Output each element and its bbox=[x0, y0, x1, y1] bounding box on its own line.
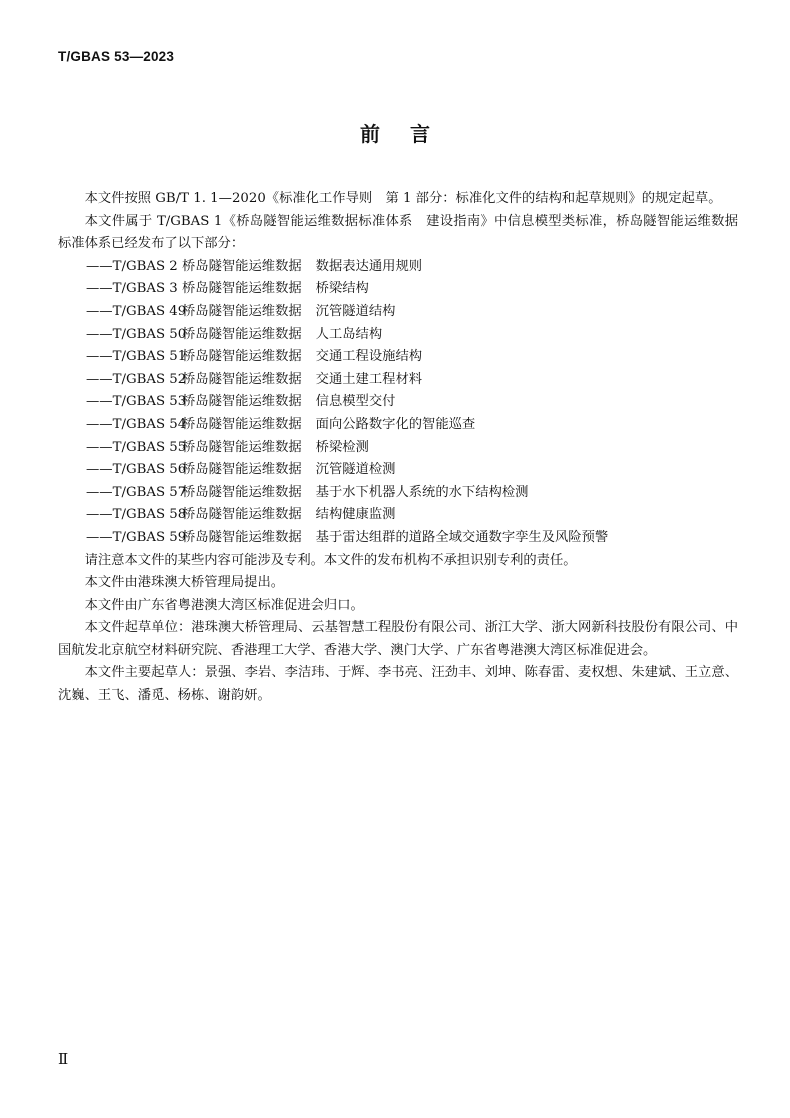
part-category: 桥岛隧智能运维数据 bbox=[182, 281, 302, 297]
part-category: 桥岛隧智能运维数据 bbox=[182, 416, 302, 432]
part-code: ——T/GBAS 58 bbox=[86, 507, 187, 523]
part-name: 桥梁结构 bbox=[315, 281, 369, 297]
part-name: 沉管隧道结构 bbox=[315, 303, 396, 319]
part-category: 桥岛隧智能运维数据 bbox=[182, 371, 302, 387]
part-name: 人工岛结构 bbox=[315, 326, 383, 342]
list-item bbox=[58, 346, 738, 369]
part-code: ——T/GBAS 3 bbox=[86, 281, 178, 297]
list-item bbox=[58, 278, 738, 301]
list-item bbox=[58, 437, 738, 460]
list-item bbox=[58, 504, 738, 527]
part-name: 面向公路数字化的智能巡查 bbox=[315, 416, 476, 432]
list-item bbox=[58, 482, 738, 505]
part-category: 桥岛隧智能运维数据 bbox=[182, 507, 302, 523]
list-item bbox=[58, 324, 738, 347]
part-name: 结构健康监测 bbox=[315, 507, 396, 523]
part-code: ——T/GBAS 51 bbox=[86, 349, 187, 365]
part-name: 基于水下机器人系统的水下结构检测 bbox=[315, 484, 529, 500]
list-item bbox=[58, 527, 738, 550]
list-item bbox=[58, 391, 738, 414]
part-name: 数据表达通用规则 bbox=[315, 258, 423, 274]
part-code: ——T/GBAS 54 bbox=[86, 416, 187, 432]
part-category: 桥岛隧智能运维数据 bbox=[182, 258, 302, 274]
paragraph-patent-notice: 请注意本文件的某些内容可能涉及专利。本文件的发布机构不承担识别专利的责任。 bbox=[84, 552, 577, 568]
part-code: ——T/GBAS 52 bbox=[86, 371, 187, 387]
paragraph-proposer: 本文件由港珠澳大桥管理局提出。 bbox=[84, 575, 285, 591]
list-item bbox=[58, 256, 738, 279]
part-name: 信息模型交付 bbox=[315, 394, 396, 410]
part-name: 基于雷达组群的道路全域交通数字孪生及风险预警 bbox=[315, 529, 609, 545]
page-number: Ⅱ bbox=[58, 1050, 69, 1068]
part-name: 交通工程设施结构 bbox=[315, 349, 423, 365]
part-category: 桥岛隧智能运维数据 bbox=[182, 349, 302, 365]
part-code: ——T/GBAS 59 bbox=[86, 529, 187, 545]
document-code-header: T/GBAS 53—2023 bbox=[58, 49, 175, 64]
list-item bbox=[58, 301, 738, 324]
list-item bbox=[58, 414, 738, 437]
part-name: 桥梁检测 bbox=[315, 439, 369, 455]
list-item bbox=[58, 369, 738, 392]
paragraph-drafting-basis: 本文件按照 GB/T 1. 1—2020《标准化工作导则 第 1 部分：标准化文件的结构和起草规则》的规定起草。 bbox=[84, 191, 722, 206]
part-category: 桥岛隧智能运维数据 bbox=[182, 394, 302, 410]
part-name: 交通土建工程材料 bbox=[315, 371, 423, 387]
part-category: 桥岛隧智能运维数据 bbox=[182, 462, 302, 478]
part-code: ——T/GBAS 49 bbox=[86, 303, 187, 319]
paragraph-drafting-units: 本文件起草单位：港珠澳大桥管理局、云基智慧工程股份有限公司、浙江大学、浙大网新科技股份有限公司、中国航发北京航空材料研究院、香港理工大学、香港大学、澳门大学、广东省粤港澳大湾区标准促进会。 bbox=[58, 620, 738, 658]
part-code: ——T/GBAS 55 bbox=[86, 439, 187, 455]
paragraph-standard-system: 本文件属于 T/GBAS 1《桥岛隧智能运维数据标准体系 建设指南》中信息模型类标准，桥岛隧智能运维数据标准体系已经发布了以下部分： bbox=[58, 213, 738, 252]
part-code: ——T/GBAS 50 bbox=[86, 326, 187, 342]
paragraph-administrator: 本文件由广东省粤港澳大湾区标准促进会归口。 bbox=[84, 597, 364, 613]
part-category: 桥岛隧智能运维数据 bbox=[182, 484, 302, 500]
part-code: ——T/GBAS 53 bbox=[86, 394, 187, 410]
part-name: 沉管隧道检测 bbox=[315, 462, 396, 478]
part-code: ——T/GBAS 57 bbox=[86, 484, 187, 500]
part-category: 桥岛隧智能运维数据 bbox=[182, 326, 302, 342]
part-category: 桥岛隧智能运维数据 bbox=[182, 439, 302, 455]
part-category: 桥岛隧智能运维数据 bbox=[182, 529, 302, 545]
foreword-body bbox=[58, 188, 738, 708]
part-code: ——T/GBAS 2 bbox=[86, 258, 178, 274]
paragraph-drafters: 本文件主要起草人：景强、李岩、李洁玮、于辉、李书亮、汪劲丰、刘坤、陈春雷、麦权想、朱建斌、王立意、沈巍、王飞、潘觅、杨栋、谢韵妍。 bbox=[58, 665, 738, 704]
page-title: 前言 bbox=[360, 122, 460, 146]
list-item bbox=[58, 459, 738, 482]
published-parts-list bbox=[58, 256, 738, 550]
part-code: ——T/GBAS 56 bbox=[86, 462, 187, 478]
part-category: 桥岛隧智能运维数据 bbox=[182, 303, 302, 319]
